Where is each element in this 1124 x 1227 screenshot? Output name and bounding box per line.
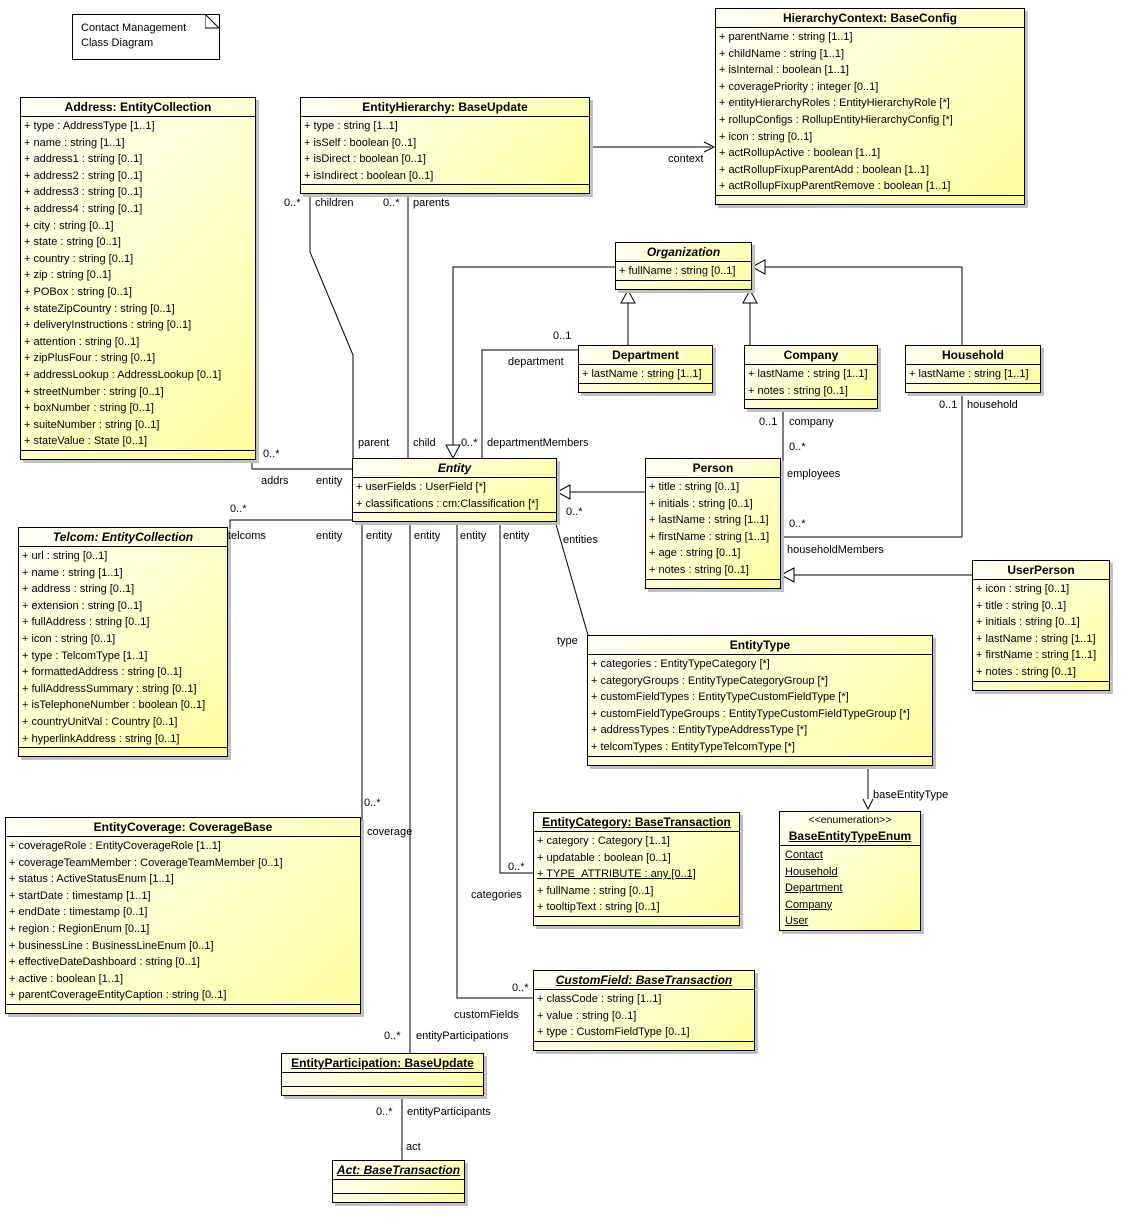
class-box-entity-type	[587, 635, 933, 766]
class-attribute: + isIndirect : boolean [0..1]	[304, 169, 434, 182]
class-title: HierarchyContext: BaseConfig	[782, 11, 958, 25]
class-attribute: + address : string [0..1]	[22, 583, 135, 596]
class-attribute: + rollupConfigs : RollupEntityHierarchyConfig [*]	[719, 113, 953, 126]
class-attribute: + firstName : string [1..1]	[649, 530, 770, 543]
edge-label: telcoms	[228, 530, 266, 542]
class-attribute: + coverageTeamMember : CoverageTeamMember [0..1]	[9, 856, 283, 869]
class-operations-empty	[534, 916, 739, 925]
class-attribute: + type : string [1..1]	[304, 120, 398, 132]
class-attribute: + name : string [1..1]	[22, 566, 123, 579]
edge-label: departmentMembers	[487, 437, 589, 449]
class-attribute: + customFieldTypeGroups : EntityTypeCustomFieldTypeGroup [*]	[591, 707, 910, 720]
enum-literal: Department	[785, 882, 843, 895]
class-attribute: + telcomTypes : EntityTypeTelcomType [*]	[591, 740, 795, 753]
class-operations-empty	[6, 1004, 360, 1013]
class-title: EntityCoverage: CoverageBase	[93, 820, 273, 834]
class-attribute: + userFields : UserField [*]	[356, 481, 486, 493]
edge-label: 0..1	[759, 416, 778, 428]
class-attribute: + TYPE_ATTRIBUTE : any [0..1]	[537, 868, 696, 881]
edge-label: entity	[503, 530, 530, 542]
class-attribute: + extension : string [0..1]	[22, 599, 143, 612]
class-box-user-person	[972, 560, 1110, 691]
edge-label: 0..*	[230, 503, 247, 515]
class-attribute: + icon : string [0..1]	[22, 632, 116, 645]
class-box-household	[905, 345, 1041, 393]
edge-label: entity	[460, 530, 487, 542]
class-attribute: + categoryGroups : EntityTypeCategoryGroup [*]	[591, 674, 828, 687]
class-attribute: + addressLookup : AddressLookup [0..1]	[24, 368, 222, 381]
class-attributes	[21, 116, 255, 450]
class-box-entity-coverage	[5, 817, 361, 1014]
generalization-triangle-icon	[557, 485, 570, 499]
class-operations-empty	[353, 512, 556, 521]
class-attributes	[616, 261, 751, 280]
edge-label: context	[668, 153, 704, 165]
class-attributes	[588, 654, 932, 756]
class-title: Organization	[646, 245, 721, 259]
class-attribute: + icon : string [0..1]	[719, 130, 813, 143]
class-title: Department	[612, 348, 679, 362]
class-attribute: + categories : EntityTypeCategory [*]	[591, 658, 770, 670]
class-box-entity	[352, 458, 557, 522]
class-attribute: + name : string [1..1]	[24, 136, 125, 149]
note-line-1: Contact Management	[81, 22, 187, 34]
generalization-triangle-icon	[781, 568, 794, 582]
class-attribute: + initials : string [0..1]	[649, 497, 753, 510]
class-attribute: + address1 : string [0..1]	[24, 153, 143, 166]
class-box-entity-participation	[281, 1053, 484, 1096]
class-attributes	[534, 989, 754, 1041]
class-attribute: + address2 : string [0..1]	[24, 169, 143, 182]
edge-label: baseEntityType	[873, 789, 949, 801]
class-operations-empty	[282, 1086, 483, 1095]
class-operations-empty	[333, 1193, 464, 1202]
edge-label: entities	[563, 534, 598, 546]
class-title: Person	[692, 461, 734, 475]
class-attribute: + fullName : string [0..1]	[537, 884, 654, 897]
enum-literal: Contact	[785, 849, 823, 861]
edge-label: addrs	[261, 475, 289, 487]
class-operations-empty	[19, 747, 227, 756]
class-box-telcom	[18, 527, 228, 757]
class-attribute: + customFieldTypes : EntityTypeCustomFieldType [*]	[591, 691, 849, 704]
class-attribute: + firstName : string [1..1]	[976, 649, 1097, 662]
class-attribute: + countryUnitVal : Country [0..1]	[22, 715, 178, 728]
edge-label: 0..*	[461, 437, 478, 449]
class-attribute: + type : TelcomType [1..1]	[22, 649, 148, 662]
generalization-triangle-icon	[743, 290, 757, 303]
class-operations-empty	[579, 383, 712, 392]
open-arrow-icon	[863, 799, 873, 809]
class-operations-empty	[301, 184, 589, 193]
edge-entity-customfield	[457, 516, 539, 998]
class-operations-empty	[534, 1041, 754, 1050]
class-title: Telcom: EntityCollection	[52, 530, 194, 544]
class-attributes	[301, 116, 589, 184]
edge-label: 0..*	[364, 797, 381, 809]
edge-label: child	[413, 437, 436, 449]
edge-label: entityParticipants	[407, 1106, 491, 1118]
edge-label: act	[406, 1141, 421, 1153]
class-attributes	[353, 477, 556, 512]
class-attribute: + parentCoverageEntityCaption : string [0..1]	[9, 989, 227, 1002]
class-attribute: + actRollupFixupParentRemove : boolean [1..1]	[719, 180, 951, 193]
edge-label: 0..1	[939, 399, 958, 411]
class-attribute: + icon : string [0..1]	[976, 583, 1070, 595]
edge-label: householdMembers	[787, 544, 884, 556]
class-box-custom-field	[533, 970, 755, 1051]
class-stereotype: <<enumeration>>	[808, 814, 892, 826]
edge-label: department	[508, 356, 564, 368]
edge-label: 0..*	[789, 441, 806, 453]
edge-label: entity	[414, 530, 441, 542]
note-fold-icon	[205, 14, 220, 29]
edge-label: entity	[316, 530, 343, 542]
edge-label: 0..*	[263, 448, 280, 460]
class-attribute: + attention : string [0..1]	[24, 335, 140, 348]
class-box-entity-hierarchy	[300, 97, 590, 194]
class-attribute: + fullAddress : string [0..1]	[22, 616, 150, 629]
class-attribute: + POBox : string [0..1]	[24, 285, 132, 298]
class-title: EntityCategory: BaseTransaction	[542, 815, 731, 829]
class-attribute: + notes : string [0..1]	[748, 384, 848, 397]
class-box-hierarchy-context	[715, 8, 1025, 205]
class-attribute: + status : ActiveStatusEnum [1..1]	[9, 873, 174, 886]
edge-label: parents	[413, 197, 450, 209]
class-attribute: + effectiveDateDashboard : string [0..1]	[9, 956, 200, 969]
class-attribute: + isDirect : boolean [0..1]	[304, 153, 426, 166]
class-attribute: + actRollupActive : boolean [1..1]	[719, 147, 881, 160]
class-attributes	[646, 477, 780, 579]
class-attributes	[282, 1072, 483, 1086]
class-title: Company	[783, 348, 839, 362]
class-attribute: + category : Category [1..1]	[537, 835, 670, 847]
class-attribute: + title : string [0..1]	[976, 599, 1067, 612]
class-attribute: + deliveryInstructions : string [0..1]	[24, 319, 192, 332]
class-title: EntityType	[729, 638, 791, 652]
edge-label: company	[789, 416, 834, 428]
class-attributes	[333, 1179, 464, 1193]
edge-label: 0..*	[508, 861, 525, 873]
edge-label: 0..*	[284, 197, 301, 209]
class-attributes	[906, 364, 1040, 383]
class-attribute: + formattedAddress : string [0..1]	[22, 666, 182, 679]
edge-household-organization-generalization	[764, 267, 962, 350]
class-attribute: + parentName : string [1..1]	[719, 31, 853, 43]
class-operations-empty	[745, 399, 877, 408]
class-operations-empty	[588, 756, 932, 765]
class-attribute: + hyperlinkAddress : string [0..1]	[22, 732, 180, 745]
class-attributes	[19, 546, 227, 747]
class-operations-empty	[616, 280, 751, 289]
generalization-triangle-icon	[621, 290, 635, 303]
class-attribute: + active : boolean [1..1]	[9, 972, 124, 985]
edge-telcom-entity	[230, 520, 358, 529]
class-box-organization	[615, 242, 752, 290]
class-box-base-entity-type-enum	[779, 811, 921, 931]
edge-label: 0..*	[383, 197, 400, 209]
class-attribute: + zip : string [0..1]	[24, 269, 112, 282]
diagram-note	[72, 14, 220, 60]
class-attribute: + coveragePriority : integer [0..1]	[719, 80, 879, 93]
enum-literal: User	[785, 915, 809, 928]
class-attribute: + endDate : timestamp [0..1]	[9, 906, 148, 919]
class-attribute: + isSelf : boolean [0..1]	[304, 136, 417, 149]
class-attribute: + address3 : string [0..1]	[24, 186, 143, 199]
class-attribute: + boxNumber : string [0..1]	[24, 402, 154, 415]
class-attribute: + country : string [0..1]	[24, 252, 134, 265]
class-title: Act: BaseTransaction	[336, 1163, 461, 1177]
class-operations-empty	[21, 450, 255, 459]
class-attribute: + type : CustomFieldType [0..1]	[537, 1026, 690, 1039]
class-attribute: + lastName : string [1..1]	[909, 368, 1029, 380]
edge-label: household	[967, 399, 1018, 411]
class-attribute: + notes : string [0..1]	[976, 665, 1076, 678]
class-attribute: + actRollupFixupParentAdd : boolean [1..1]	[719, 163, 930, 176]
class-attribute: + title : string [0..1]	[649, 481, 740, 493]
class-attributes	[973, 579, 1109, 681]
class-operations-empty	[973, 681, 1109, 690]
edge-label: children	[315, 197, 354, 209]
edge-label: parent	[358, 437, 390, 449]
class-attribute: + childName : string [1..1]	[719, 47, 845, 60]
class-attribute: + city : string [0..1]	[24, 219, 114, 232]
edge-label: 0..*	[376, 1106, 393, 1118]
edge-label: 0..*	[384, 1030, 401, 1042]
class-operations-empty	[646, 579, 780, 588]
class-title: EntityParticipation: BaseUpdate	[291, 1056, 474, 1070]
class-attribute: + state : string [0..1]	[24, 236, 121, 249]
class-box-person	[645, 458, 781, 589]
class-attributes	[6, 836, 360, 1004]
class-attribute: + type : AddressType [1..1]	[24, 120, 155, 132]
class-attribute: + zipPlusFour : string [0..1]	[24, 352, 156, 365]
generalization-triangle-icon	[446, 445, 460, 458]
edge-label: entity	[316, 475, 343, 487]
class-attribute: + classifications : cm:Classification [*]	[356, 497, 539, 510]
class-attribute: + fullName : string [0..1]	[619, 265, 736, 277]
enum-literal: Household	[785, 865, 838, 878]
class-attribute: + businessLine : BusinessLineEnum [0..1]	[9, 939, 214, 952]
class-attribute: + initials : string [0..1]	[976, 616, 1080, 629]
class-attributes	[780, 845, 920, 930]
class-box-address	[20, 97, 256, 460]
class-operations-empty	[716, 195, 1024, 204]
class-attribute: + notes : string [0..1]	[649, 563, 749, 576]
class-attribute: + address4 : string [0..1]	[24, 202, 143, 215]
class-title: Address: EntityCollection	[64, 100, 212, 114]
class-attribute: + age : string [0..1]	[649, 547, 741, 560]
note-line-2: Class Diagram	[81, 37, 154, 49]
class-attribute: + startDate : timestamp [1..1]	[9, 889, 151, 902]
class-attribute: + stateZipCountry : string [0..1]	[24, 302, 175, 315]
class-box-act	[332, 1160, 465, 1203]
generalization-triangle-icon	[752, 260, 765, 274]
class-attribute: + value : string [0..1]	[537, 1009, 637, 1022]
class-title: Household	[942, 348, 1004, 362]
class-attribute: + coverageRole : EntityCoverageRole [1..1]	[9, 840, 221, 852]
class-title: Entity	[437, 461, 472, 475]
class-attribute: + lastName : string [1..1]	[976, 632, 1096, 645]
class-attribute: + classCode : string [1..1]	[537, 993, 662, 1005]
class-title: CustomField: BaseTransaction	[555, 973, 733, 987]
enum-literal: Company	[785, 898, 833, 911]
class-attribute: + isInternal : boolean [1..1]	[719, 64, 849, 77]
edge-label: 0..1	[553, 330, 572, 342]
class-attributes	[534, 831, 739, 916]
class-attribute: + isTelephoneNumber : boolean [0..1]	[22, 699, 206, 712]
class-attribute: + region : RegionEnum [0..1]	[9, 922, 150, 935]
class-attribute: + stateValue : State [0..1]	[24, 435, 148, 448]
class-attribute: + url : string [0..1]	[22, 550, 108, 562]
edge-label: 0..*	[566, 506, 583, 518]
class-attributes	[745, 364, 877, 399]
edge-label: employees	[787, 468, 841, 480]
class-attribute: + fullAddressSummary : string [0..1]	[22, 682, 197, 695]
class-attribute: + lastName : string [1..1]	[649, 514, 769, 527]
class-title: BaseEntityTypeEnum	[788, 829, 912, 843]
class-attribute: + addressTypes : EntityTypeAddressType [*]	[591, 724, 808, 737]
edge-entityhierarchy-children	[310, 186, 353, 460]
class-attribute: + updatable : boolean [0..1]	[537, 851, 671, 864]
class-title: EntityHierarchy: BaseUpdate	[362, 100, 528, 114]
edge-label: 0..*	[512, 982, 529, 994]
class-box-company	[744, 345, 878, 409]
class-attribute: + suiteNumber : string [0..1]	[24, 418, 160, 431]
class-box-department	[578, 345, 713, 393]
edge-label: coverage	[367, 826, 413, 838]
class-attribute: + streetNumber : string [0..1]	[24, 385, 164, 398]
class-attribute: + tooltipText : string [0..1]	[537, 901, 660, 914]
class-title: UserPerson	[1007, 563, 1075, 577]
edge-label: entity	[366, 530, 393, 542]
class-attribute: + entityHierarchyRoles : EntityHierarchyRole [*]	[719, 97, 950, 110]
edge-label: customFields	[454, 1009, 519, 1021]
edge-label: entityParticipations	[416, 1030, 509, 1042]
class-attributes	[716, 27, 1024, 195]
class-attribute: + lastName : string [1..1]	[748, 368, 868, 380]
class-box-entity-category	[533, 812, 740, 926]
edge-label: type	[557, 635, 578, 647]
edge-label: categories	[471, 889, 522, 901]
class-attribute: + lastName : string [1..1]	[582, 368, 702, 380]
edge-label: 0..*	[789, 518, 806, 530]
class-attributes	[579, 364, 712, 383]
class-operations-empty	[906, 383, 1040, 392]
